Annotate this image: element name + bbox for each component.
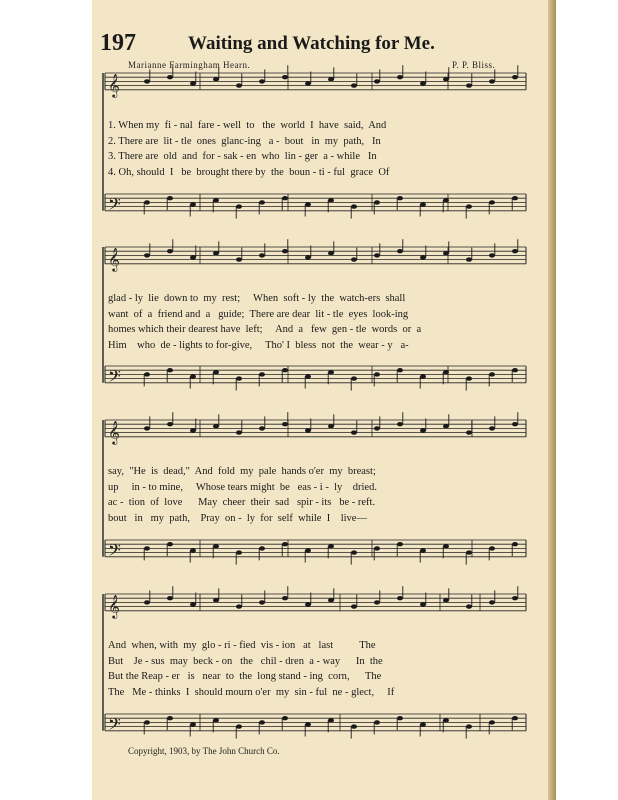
note-head [144,426,150,430]
note-head [167,368,173,372]
note-head [489,372,495,376]
note-head [305,374,311,378]
lyric-line: 2. There are lit - tle ones glanc-ing a - bout in my path, In [108,135,381,147]
note-head [374,546,380,550]
note-head [466,724,472,728]
note-head [144,600,150,604]
note-head [305,722,311,726]
note-head [466,430,472,434]
note-head [397,422,403,426]
note-head [328,198,334,202]
note-head [167,542,173,546]
note-head [351,430,357,434]
note-head [282,249,288,253]
note-head [236,604,242,608]
note-head [282,542,288,546]
note-head [443,251,449,255]
note-head [489,600,495,604]
lyric-line: glad - ly lie down to my rest; When soft - ly the watch-ers shall [108,293,406,304]
note-head [374,600,380,604]
lyric-line: But Je - sus may beck - on the chil - dren a - way In the [108,655,383,667]
hymn-title: Waiting and Watching for Me. [188,33,435,54]
note-head [282,75,288,79]
note-head [512,368,518,372]
note-head [443,544,449,548]
note-head [489,426,495,430]
note-head [282,716,288,720]
note-head [190,202,196,206]
lyrics-block-4 [108,638,520,700]
lyric-line: 3. There are old and for - sak - en who lin - ger a - while In [108,151,377,162]
lyric-line: Him who de - lights to for-give, Tho' I bless not the wear - y a- [108,339,409,351]
lyric-line: 1. When my fi - nal fare - well to the world I have said, And [108,120,387,131]
note-head [512,75,518,79]
note-head [397,249,403,253]
lyrics-block-1 [108,118,520,180]
note-head [190,374,196,378]
note-head [328,424,334,428]
note-head [305,548,311,552]
note-head [512,196,518,200]
note-head [466,204,472,208]
lyric-line: The Me - thinks I should mourn o'er my sin - ful ne - glect, If [108,686,395,698]
note-head [374,200,380,204]
note-head [443,424,449,428]
lyric-line: bout in my path, Pray on - ly for self while I live— [108,512,367,524]
note-head [213,424,219,428]
note-head [512,422,518,426]
note-head [167,249,173,253]
note-head [190,81,196,85]
note-head [489,79,495,83]
note-head [397,368,403,372]
note-head [328,370,334,374]
note-head [443,198,449,202]
note-head [420,255,426,259]
lyric-line: say, "He is dead," And fold my pale hands o'er my breast; [108,466,376,477]
note-head [420,548,426,552]
note-head [144,200,150,204]
note-head [420,428,426,432]
note-head [328,718,334,722]
lyric-line: up in - to mine, Whose tears might be eas - i - ly dried. [108,481,377,493]
note-head [167,596,173,600]
note-head [443,598,449,602]
note-head [397,596,403,600]
note-head [144,546,150,550]
note-head [512,716,518,720]
bass-clef: 𝄢 [108,713,121,738]
note-head [190,255,196,259]
note-head [259,546,265,550]
note-head [305,202,311,206]
note-head [167,75,173,79]
author-credit: Marianne Farmingham Hearn. [128,60,251,70]
note-head [282,196,288,200]
note-head [213,77,219,81]
note-head [489,200,495,204]
note-head [144,720,150,724]
note-head [328,251,334,255]
lyric-line: 4. Oh, should I be brought there by the boun - ti - ful grace Of [108,166,390,178]
note-head [167,716,173,720]
note-head [282,422,288,426]
note-head [213,251,219,255]
note-head [351,550,357,554]
note-head [489,253,495,257]
note-head [236,257,242,261]
note-head [144,253,150,257]
note-head [144,79,150,83]
note-head [489,720,495,724]
note-head [443,718,449,722]
note-head [443,370,449,374]
note-head [236,204,242,208]
note-head [420,202,426,206]
note-head [466,376,472,380]
note-head [512,596,518,600]
lyric-line: ac - tion of love May cheer their sad spir - its be - reft. [108,497,376,508]
note-head [374,426,380,430]
note-head [167,422,173,426]
note-head [420,81,426,85]
note-head [489,546,495,550]
note-head [466,257,472,261]
lyric-line: And when, with my glo - ri - fied vis - ion at last The [108,640,376,651]
note-head [167,196,173,200]
note-head [144,372,150,376]
treble-clef: 𝄞 [108,419,120,444]
note-head [259,600,265,604]
note-head [305,255,311,259]
note-head [213,370,219,374]
note-head [259,79,265,83]
note-head [420,374,426,378]
lyric-line: want of a friend and a guide; There are dear lit - tle eyes look-ing [108,308,409,320]
note-head [282,368,288,372]
note-head [351,257,357,261]
note-head [466,83,472,87]
note-head [259,372,265,376]
note-head [213,544,219,548]
note-head [466,550,472,554]
note-head [351,724,357,728]
note-head [397,75,403,79]
note-head [213,198,219,202]
note-head [282,596,288,600]
lyric-line: homes which their dearest have left; And a few gen - tle words or a [108,324,422,335]
note-head [213,598,219,602]
note-head [236,430,242,434]
bass-clef: 𝄢 [108,193,121,218]
note-head [236,724,242,728]
note-head [374,720,380,724]
treble-clef: 𝄞 [108,246,120,271]
note-head [512,542,518,546]
treble-clef: 𝄞 [108,593,120,618]
bass-clef: 𝄢 [108,365,121,390]
note-head [259,200,265,204]
note-head [512,249,518,253]
note-head [397,542,403,546]
note-head [374,79,380,83]
note-head [351,83,357,87]
note-head [328,598,334,602]
note-head [305,81,311,85]
note-head [190,428,196,432]
note-head [236,83,242,87]
note-head [351,604,357,608]
hymn-number: 197 [100,30,136,56]
composer-credit: P. P. Bliss. [452,60,496,70]
lyric-line: But the Reap - er is near to the long stand - ing corn, The [108,671,382,682]
note-head [420,722,426,726]
note-head [190,602,196,606]
note-head [259,253,265,257]
note-head [328,77,334,81]
note-head [397,196,403,200]
note-head [466,604,472,608]
note-head [420,602,426,606]
note-head [305,602,311,606]
note-head [190,722,196,726]
note-head [259,720,265,724]
note-head [443,77,449,81]
lyrics-block-2 [108,291,520,353]
copyright-notice: Copyright, 1903, by The John Church Co. [128,746,280,756]
note-head [236,550,242,554]
note-head [374,372,380,376]
note-head [351,204,357,208]
note-head [374,253,380,257]
note-head [397,716,403,720]
note-head [259,426,265,430]
bass-clef: 𝄢 [108,539,121,564]
note-head [213,718,219,722]
note-head [236,376,242,380]
treble-clef: 𝄞 [108,72,120,97]
note-head [328,544,334,548]
note-head [305,428,311,432]
lyrics-block-3 [108,464,520,526]
note-head [351,376,357,380]
note-head [190,548,196,552]
